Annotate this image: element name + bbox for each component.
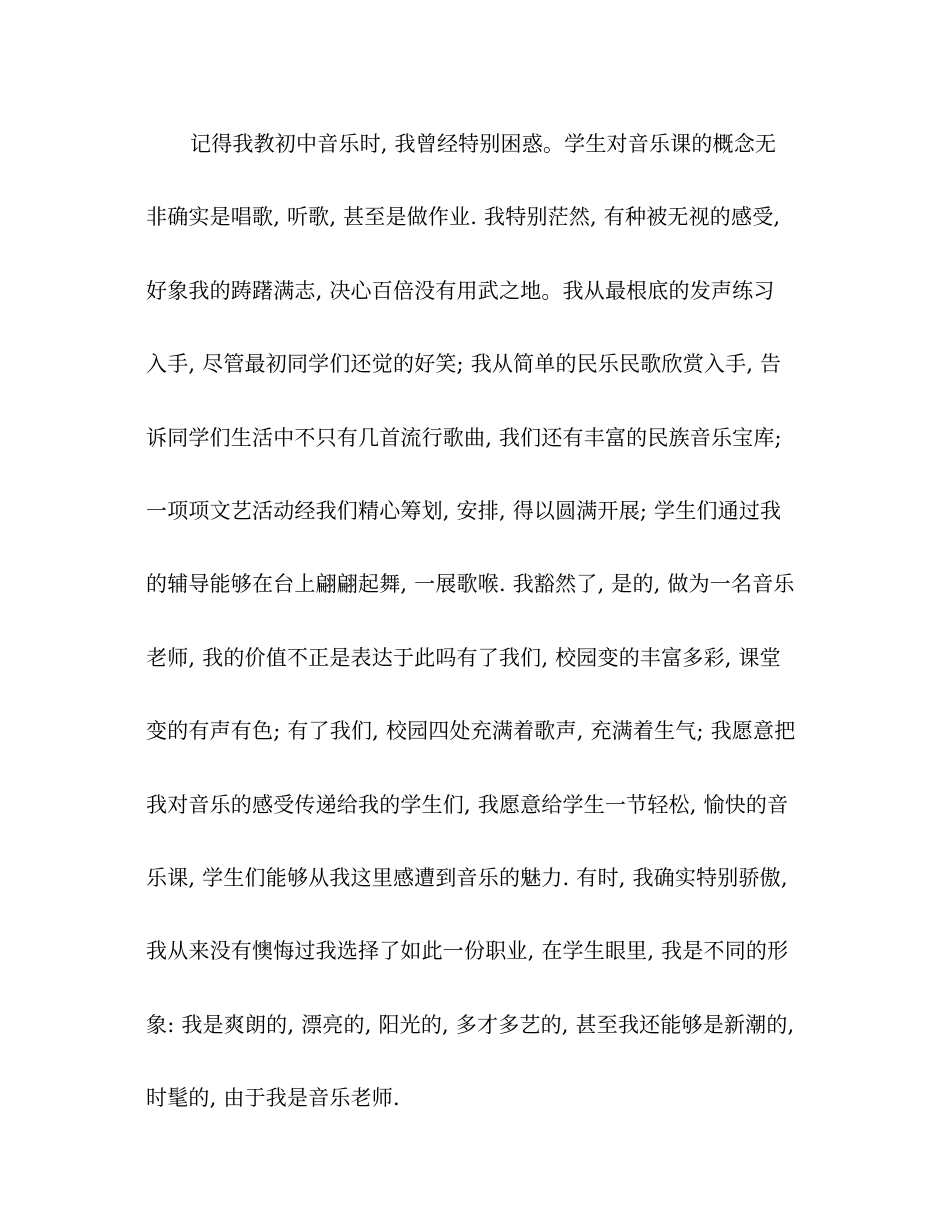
paragraph-line: 非确实是唱歌, 听歌, 甚至是做作业. 我特别茫然, 有种被无视的感受, [146, 205, 781, 230]
body-paragraph [146, 124, 806, 1151]
paragraph-line: 乐课, 学生们能够从我这里感遭到音乐的魅力. 有时, 我确实特别骄傲, [146, 865, 788, 890]
paragraph-line: 时髦的, 由于我是音乐老师. [146, 1086, 400, 1111]
paragraph-line: 我对音乐的感受传递给我的学生们, 我愿意给学生一节轻松, 愉快的音 [146, 792, 789, 817]
paragraph-line: 的辅导能够在台上翩翩起舞, 一展歌喉. 我豁然了, 是的, 做为一名音乐 [146, 572, 795, 597]
paragraph-line: 一项项文艺活动经我们精心筹划, 安排, 得以圆满开展; 学生们通过我 [146, 498, 782, 523]
paragraph-line: 老师, 我的价值不正是表达于此吗有了我们, 校园变的丰富多彩, 课堂 [146, 645, 781, 670]
paragraph-line: 象: 我是爽朗的, 漂亮的, 阳光的, 多才多艺的, 甚至我还能够是新潮的, [146, 1012, 795, 1037]
paragraph-line: 入手, 尽管最初同学们还觉的好笑; 我从简单的民乐民歌欣赏入手, 告 [146, 352, 782, 377]
paragraph-line: 诉同学们生活中不只有几首流行歌曲, 我们还有丰富的民族音乐宝库; [146, 425, 782, 450]
paragraph-line: 我从来没有懊悔过我选择了如此一份职业, 在学生眼里, 我是不同的形 [146, 939, 789, 964]
paragraph-line: 记得我教初中音乐时, 我曾经特别困惑。学生对音乐课的概念无 [190, 132, 777, 156]
paragraph-line: 好象我的踌躇满志, 决心百倍没有用武之地。我从最根底的发声练习 [146, 278, 775, 303]
paragraph-line: 变的有声有色; 有了我们, 校园四处充满着歌声, 充满着生气; 我愿意把 [146, 719, 796, 744]
